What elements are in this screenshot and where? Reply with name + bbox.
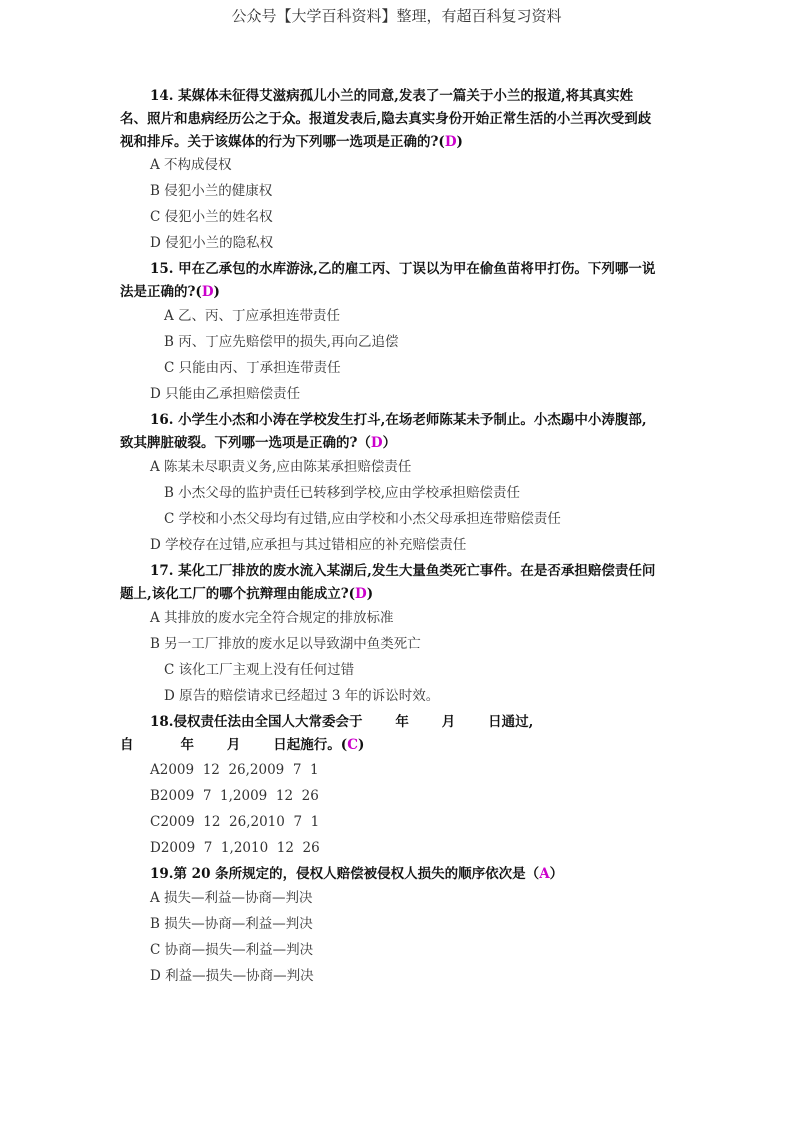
question-18-line-1: 18.侵权责任法由全国人大常委会于 年 月 日通过, [150,714,534,730]
option-14-c: C 侵犯小兰的姓名权 [150,209,273,225]
option-17-b: B 另一工厂排放的废水足以导致湖中鱼类死亡 [150,636,421,652]
question-19-line-1: 19.第 20 条所规定的，侵权人赔偿被侵权人损失的顺序依次是（A） [150,866,564,882]
option-15-b: B 丙、丁应先赔偿甲的损失,再向乙追偿 [164,334,399,350]
page-header: 公众号【大学百科资料】整理，有超百科复习资料 [231,7,562,25]
option-16-c: C 学校和小杰父母均有过错,应由学校和小杰父母承担连带赔偿责任 [164,511,561,527]
question-14-line-2: 名、照片和患病经历公之于众。报道发表后,隐去真实身份开始正常生活的小兰再次受到歧 [120,111,652,127]
option-18-b: B2009 7 1,2009 12 26 [150,788,319,804]
option-17-d: D 原告的赔偿请求已经超过 3 年的诉讼时效。 [164,688,440,704]
question-16-line-2: 致其脾脏破裂。下列哪一选项是正确的?（D） [120,435,397,451]
option-19-b: B 损失—协商—利益—判决 [150,916,313,932]
question-15-line-2: 法是正确的?(D) [120,284,220,300]
answer-18: C [347,737,358,753]
option-19-c: C 协商—损失—利益—判决 [150,942,314,958]
question-15-line-1: 15. 甲在乙承包的水库游泳,乙的雇工丙、丁误以为甲在偷鱼苗将甲打伤。下列哪一说 [150,261,656,277]
option-15-c: C 只能由丙、丁承担连带责任 [164,360,341,376]
option-15-a: A 乙、丙、丁应承担连带责任 [164,308,341,324]
option-18-d: D2009 7 1,2010 12 26 [150,840,320,856]
option-18-c: C2009 12 26,2010 7 1 [150,814,320,830]
option-14-a: A 不构成侵权 [150,157,232,173]
question-17-line-2: 题上,该化工厂的哪个抗辩理由能成立?(D) [120,586,374,602]
option-16-a: A 陈某未尽职责义务,应由陈某承担赔偿责任 [150,459,412,475]
question-17-line-1: 17. 某化工厂排放的废水流入某湖后,发生大量鱼类死亡事件。在是否承担赔偿责任问 [150,563,656,579]
option-14-b: B 侵犯小兰的健康权 [150,183,273,199]
option-15-d: D 只能由乙承担赔偿责任 [150,386,301,402]
option-19-a: A 损失—利益—协商—判决 [150,890,313,906]
question-18-line-2: 自 年 月 日起施行。(C) [120,737,365,753]
question-14-line-1: 14. 某媒体未征得艾滋病孤儿小兰的同意,发表了一篇关于小兰的报道,将其真实姓 [150,88,634,104]
option-17-a: A 其排放的废水完全符合规定的排放标准 [150,610,394,626]
answer-14: D [444,134,457,150]
option-19-d: D 利益—损失—协商—判决 [150,968,314,984]
answer-17: D [355,586,367,602]
option-16-d: D 学校存在过错,应承担与其过错相应的补充赔偿责任 [150,537,467,553]
option-14-d: D 侵犯小兰的隐私权 [150,235,274,251]
answer-15: D [201,284,214,300]
option-17-c: C 该化工厂主观上没有任何过错 [164,662,355,678]
answer-19: A [539,866,550,882]
option-18-a: A2009 12 26,2009 7 1 [150,762,319,778]
answer-16: D [370,435,383,451]
option-16-b: B 小杰父母的监护责任已转移到学校,应由学校承担赔偿责任 [164,485,521,501]
question-16-line-1: 16. 小学生小杰和小涛在学校发生打斗,在场老师陈某未予制止。小杰踢中小涛腹部, [150,412,647,428]
question-14-line-3: 视和排斥。关于该媒体的行为下列哪一选项是正确的?(D) [120,134,463,150]
